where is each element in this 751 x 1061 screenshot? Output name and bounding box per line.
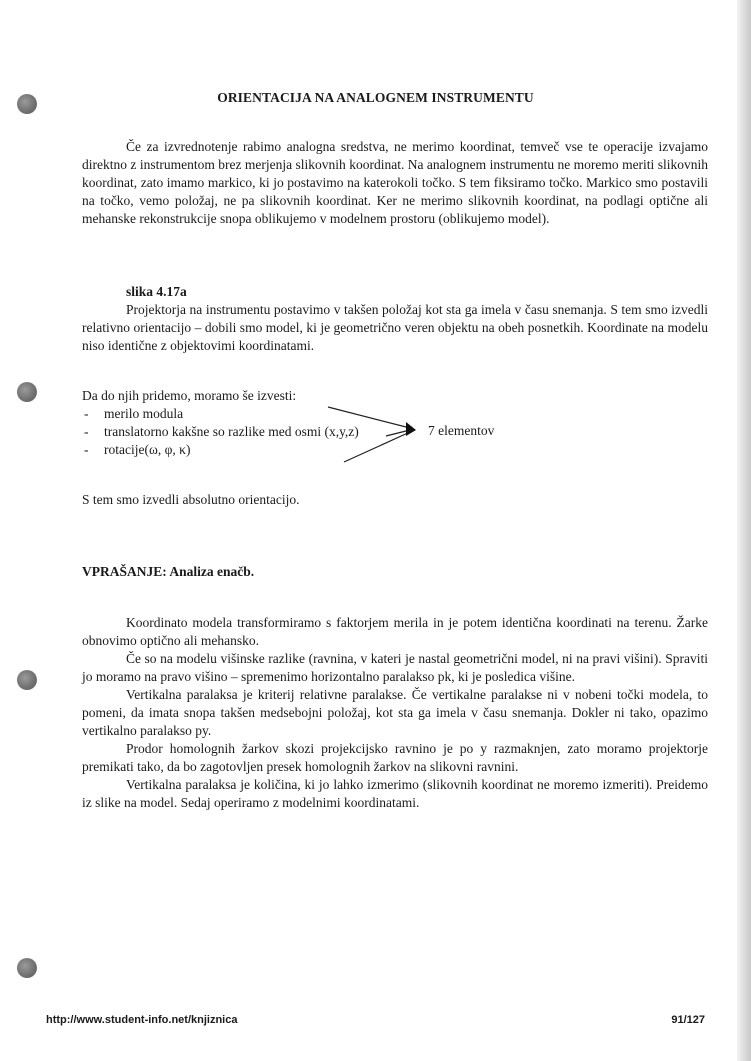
punch-hole [17, 382, 37, 402]
footer-page-number: 91/127 [671, 1014, 705, 1026]
answer-section [82, 614, 708, 812]
elements-label: 7 elementov [428, 423, 495, 438]
question-heading: VPRAŠANJE: Analiza enačb. [82, 564, 255, 579]
steps-list [82, 387, 359, 459]
answer-paragraph: Vertikalna paralaksa je količina, ki jo lahko izmerimo (slikovnih koordinat ne moremo izmeriti). Preidemo iz slike na model. Sedaj operiramo z modelnimi koordinatami. [82, 777, 708, 810]
intro-section [82, 138, 708, 228]
document-title: ORIENTACIJA NA ANALOGNEM INSTRUMENTU [217, 90, 534, 105]
answer-paragraph: Prodor homolognih žarkov skozi projekcijsko ravnino je po y razmaknjen, zato moramo projektorje premikati tako, da bo zagotovljen presek homolognih žarkov na slikovni ravnini. [82, 741, 708, 774]
list-intro: Da do njih pridemo, moramo še izvesti: [82, 388, 297, 403]
punch-hole [17, 958, 37, 978]
answer-paragraph: Vertikalna paralaksa je kriterij relativne paralakse. Če vertikalne paralakse ni v nobeni točki modela, to pomeni, da imata snopa takšen medsebojni položaj, kot sta ga imela v času snemanja. Dokler ni tako, opazimo vertikalno paralakso py. [82, 687, 708, 738]
convergence-arrow-icon [320, 398, 420, 466]
figure-paragraph: Projektorja na instrumentu postavimo v takšen položaj kot sta ga imela v času snemanja. S tem smo izvedli relativno orientacijo – dobili smo model, ki je geometrično veren objektu na obeh posnetkih. Koordinate na modelu niso identične z objektovimi koordinatami. [82, 302, 708, 353]
figure-section [82, 283, 708, 355]
list-item: - merilo modula [84, 406, 184, 421]
page-edge-shadow [737, 0, 751, 1061]
answer-paragraph: Koordinato modela transformiramo s faktorjem merila in je potem identična koordinati na terenu. Žarke obnovimo optično ali mehansko. [82, 615, 708, 648]
answer-paragraph: Če so na modelu višinske razlike (ravnina, v kateri je nastal geometrični model, ni na pravi višini). Spraviti jo moramo na pravo višino – spremenimo horizontalno paralakso pk, ki je posledica višine. [82, 651, 708, 684]
list-item: - rotacije(ω, φ, κ) [84, 442, 191, 457]
absolute-orientation-text: S tem smo izvedli absolutno orientacijo. [82, 492, 300, 507]
footer-url: http://www.student-info.net/knjiznica [46, 1014, 238, 1026]
punch-hole [17, 670, 37, 690]
figure-label: slika 4.17a [126, 284, 187, 299]
list-item: - translatorno kakšne so razlike med osmi (x,y,z) [84, 424, 359, 439]
intro-paragraph: Če za izvrednotenje rabimo analogna sredstva, ne merimo koordinat, temveč vse te operacije izvajamo direktno z instrumentom brez merjenja slikovnih koordinat. Na analognem instrumentu ne moremo meriti slikovnih koordinat, zato imamo markico, ki jo postavimo na katerokoli točko. S tem fiksiramo točko. Markico smo postavili na točko, vemo položaj, ne pa slikovnih koordinat. Ker ne merimo slikovnih koordinat, na podlagi optične ali mehanske rekonstrukcije snopa oblikujemo v modelnem prostoru (oblikujemo model). [82, 139, 708, 226]
